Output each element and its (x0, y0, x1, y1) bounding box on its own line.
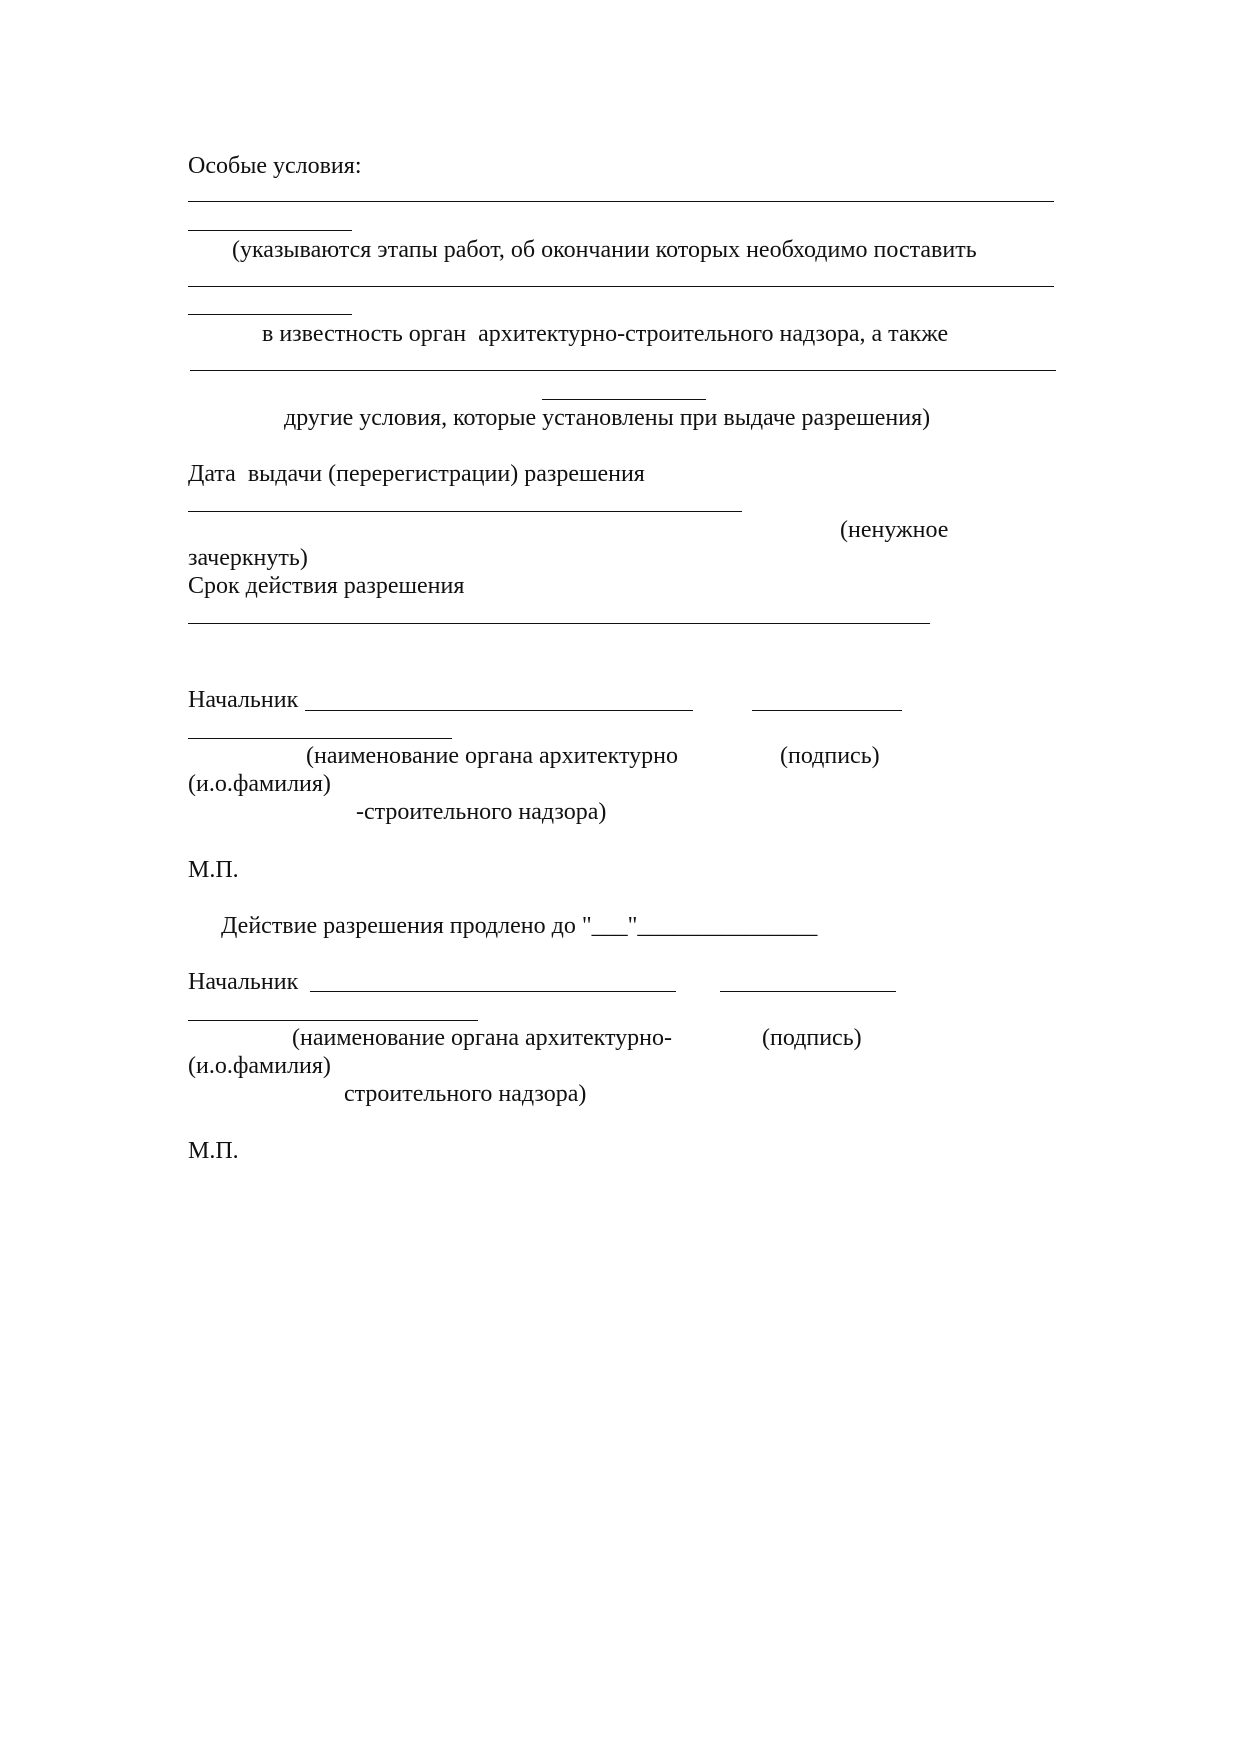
issue-date-label: Дата выдачи (перерегистрации) разрешения (188, 461, 645, 487)
special-conditions-note-3: другие условия, которые установлены при выдаче разрешения) (284, 405, 931, 431)
chief-title-1: Начальник (188, 687, 299, 713)
caption-org-1: (наименование органа архитектурно (306, 743, 679, 769)
special-conditions-note-1: (указываются этапы работ, об окончании которых необходимо поставить (232, 237, 977, 263)
chief-signature-line-1 (752, 710, 902, 711)
issue-date-line (188, 511, 742, 512)
extension-text: Действие разрешения продлено до "___"_______________ (221, 913, 818, 939)
special-conditions-line-1-tail (188, 230, 352, 231)
chief-org-line-1 (305, 710, 693, 711)
caption-name-1: (и.о.фамилия) (188, 771, 331, 797)
validity-label: Срок действия разрешения (188, 573, 465, 599)
chief-name-line-1 (188, 738, 452, 739)
special-conditions-note-2: в известность орган архитектурно-строительного надзора, а также (262, 321, 949, 347)
caption-signature-2: (подпись) (762, 1025, 862, 1051)
special-conditions-line-1 (188, 201, 1054, 202)
chief-signature-line-2 (720, 991, 896, 992)
chief-org-line-2 (310, 991, 676, 992)
special-conditions-label: Особые условия: (188, 153, 362, 179)
chief-name-line-2 (188, 1020, 478, 1021)
stamp-mark-2: М.П. (188, 1138, 239, 1164)
special-conditions-line-2-tail (188, 314, 352, 315)
special-conditions-line-3-tail (542, 399, 706, 400)
caption-name-2: (и.о.фамилия) (188, 1053, 331, 1079)
validity-line (188, 623, 930, 624)
stamp-mark-1: М.П. (188, 857, 239, 883)
caption-org-cont-2: строительного надзора) (344, 1081, 587, 1107)
special-conditions-line-3 (190, 370, 1056, 371)
issue-date-note-part-1: (ненужное (840, 517, 949, 543)
chief-title-2: Начальник (188, 969, 299, 995)
special-conditions-line-2 (188, 286, 1054, 287)
caption-org-cont-1: -строительного надзора) (356, 799, 607, 825)
caption-org-2: (наименование органа архитектурно- (292, 1025, 673, 1051)
issue-date-note-part-2: зачеркнуть) (188, 545, 308, 571)
caption-signature-1: (подпись) (780, 743, 880, 769)
